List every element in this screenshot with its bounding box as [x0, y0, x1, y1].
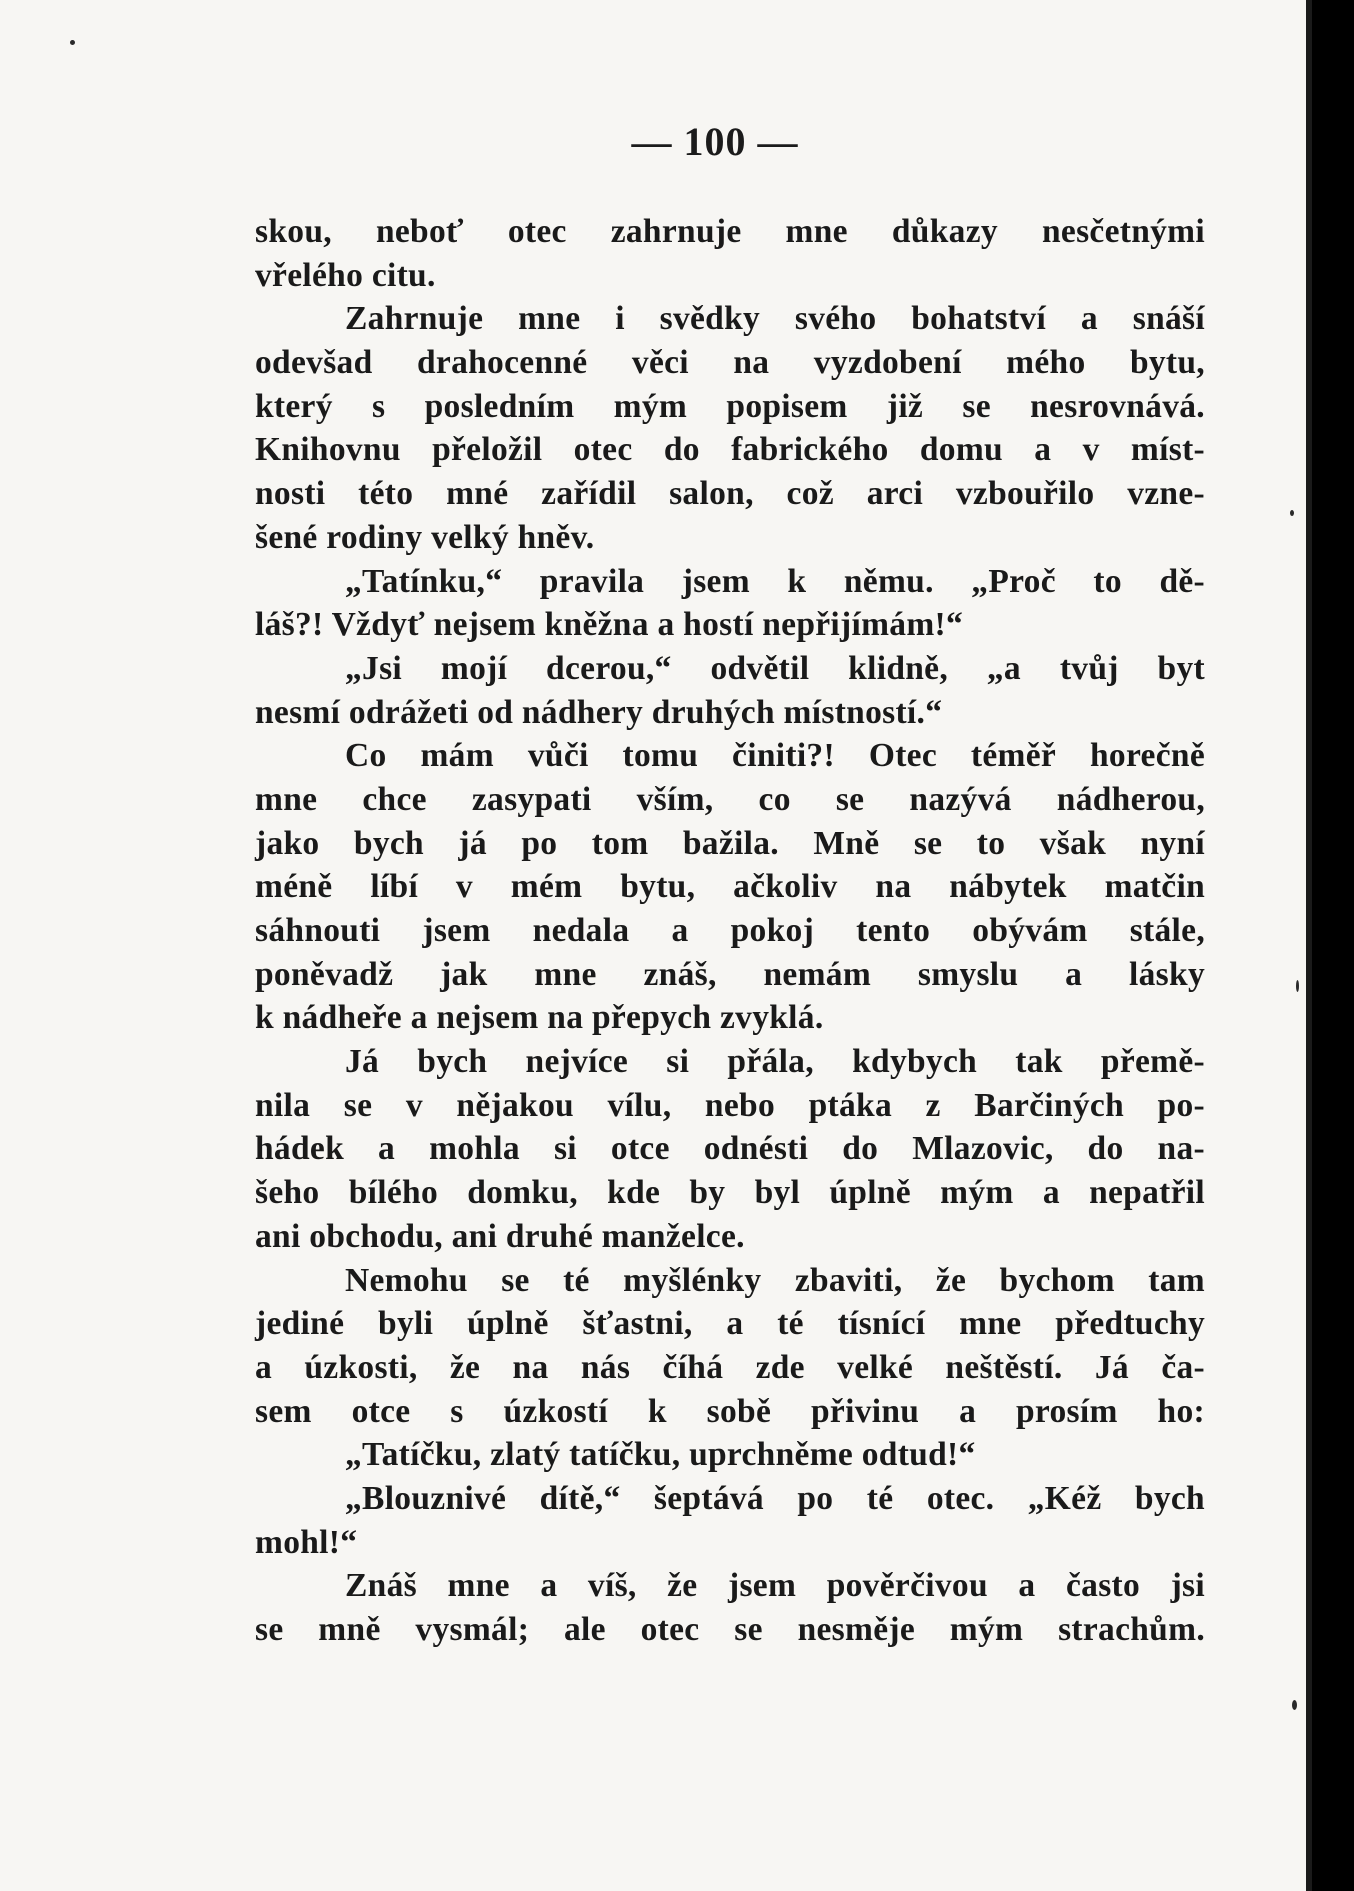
text-line: jediné byli úplně šťastni, a té tísnící mne předtuchy [255, 1305, 1205, 1343]
text-line: mne chce zasypati vším, co se nazývá nádherou, [255, 780, 1205, 818]
text-line: mohl!“ [255, 1523, 358, 1561]
text-line: šené rodiny velký hněv. [255, 518, 595, 556]
print-speck [1296, 980, 1299, 992]
text-line: sem otce s úzkostí k sobě přivinu a prosím ho: [255, 1392, 1205, 1430]
text-line: nesmí odrážeti od nádhery druhých místností.“ [255, 693, 943, 731]
page-number: — 100 — [631, 119, 799, 164]
text-line: šeho bílého domku, kde by byl úplně mým a nepatřil [255, 1174, 1205, 1212]
text-line: skou, neboť otec zahrnuje mne důkazy nesčetnými [255, 213, 1205, 250]
text-line: jako bych já po tom bažila. Mně se to však nyní [255, 824, 1205, 862]
print-speck [70, 40, 75, 45]
text-line: se mně vysmál; ale otec se nesměje mým strachům. [255, 1611, 1205, 1648]
text-line: „Jsi mojí dcerou,“ odvětil klidně, „a tvůj byt [345, 649, 1205, 687]
text-line: hádek a mohla si otce odnésti do Mlazovic, do na- [255, 1130, 1205, 1168]
print-speck [1290, 510, 1294, 516]
text-line: Nemohu se té myšlénky zbaviti, že bychom tam [345, 1261, 1205, 1299]
text-line: který s posledním mým popisem již se nesrovnává. [255, 387, 1205, 425]
text-line: odevšad drahocenné věci na vyzdobení mého bytu, [255, 344, 1205, 382]
text-line: poněvadž jak mne znáš, nemám smyslu a lásky [255, 955, 1205, 993]
page-text [255, 210, 1205, 1652]
print-speck [1292, 1700, 1297, 1710]
text-line: ani obchodu, ani druhé manželce. [255, 1217, 745, 1255]
text-line: „Tatínku,“ pravila jsem k němu. „Proč to dě- [345, 562, 1205, 600]
text-line: sáhnouti jsem nedala a pokoj tento obývám stále, [255, 912, 1205, 949]
text-line: „Tatíčku, zlatý tatíčku, uprchněme odtud!“ [345, 1436, 976, 1474]
text-line: Já bych nejvíce si přála, kdybych tak přemě- [345, 1043, 1205, 1081]
text-line: a úzkosti, že na nás číhá zde velké neštěstí. Já ča- [255, 1348, 1205, 1386]
page-edge [1306, 0, 1312, 1891]
text-line: „Blouznivé dítě,“ šeptává po té otec. „Kéž bych [345, 1479, 1205, 1517]
text-line: nila se v nějakou vílu, nebo ptáka z Barčiných po- [255, 1086, 1205, 1124]
text-line: nosti této mné zařídil salon, což arci vzbouřilo vzne- [255, 475, 1205, 513]
text-line: láš?! Vždyť nejsem kněžna a hostí nepřijímám!“ [255, 606, 964, 644]
text-line: Knihovnu přeložil otec do fabrického domu a v míst- [255, 431, 1205, 469]
text-line: k nádheře a nejsem na přepych zvyklá. [255, 999, 824, 1037]
text-line: Znáš mne a víš, že jsem pověrčivou a často jsi [345, 1567, 1205, 1605]
text-line: Co mám vůči tomu činiti?! Otec téměř horečně [345, 737, 1205, 775]
text-line: méně líbí v mém bytu, ačkoliv na nábytek matčin [255, 868, 1205, 906]
text-line: Zahrnuje mne i svědky svého bohatství a snáší [345, 300, 1205, 338]
text-line: vřelého citu. [255, 256, 436, 294]
